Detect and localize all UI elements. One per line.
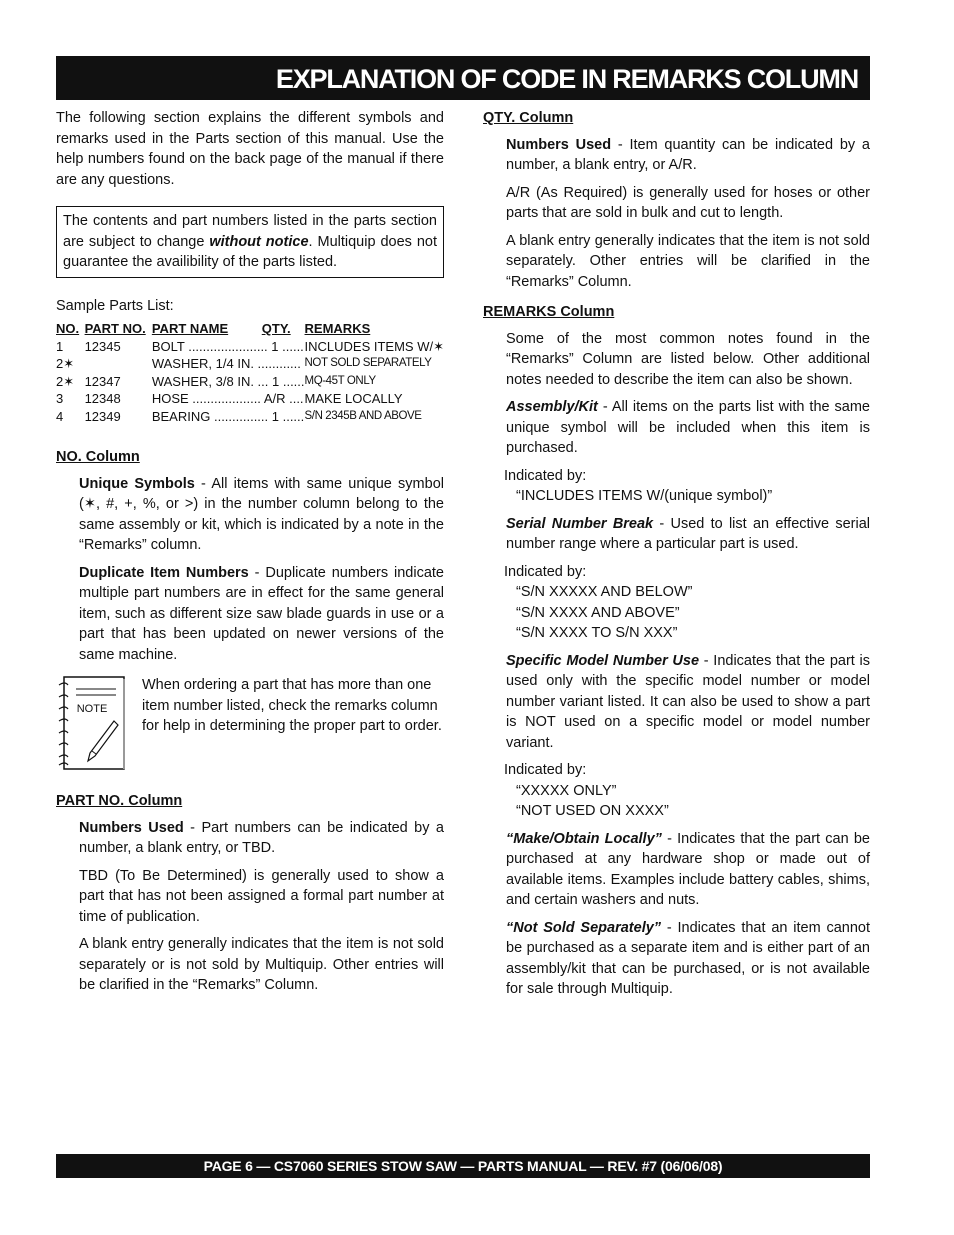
qty-blank-entry-paragraph: A blank entry generally indicates that the item is not sold separately. Other entries will be clarified in the “Remarks” Column. <box>506 232 870 290</box>
sample-parts-table <box>56 320 444 425</box>
cell-no: 1 <box>56 338 64 354</box>
cell-remarks: MAKE LOCALLY <box>304 391 403 406</box>
cell-remarks: S/N 2345B AND ABOVE <box>304 409 422 422</box>
cell-name-qty: WASHER, 3/8 IN. ... 1 ...... <box>151 373 305 389</box>
unique-symbols-text: - All items with same unique symbol (✶, #, +, %, or >) in the number column belong to the same assembly or kit, which is indicated by a note in the “Remarks” column. <box>79 475 444 553</box>
not-sold-separately-text: - Indicates that an item cannot be purchased as a separate item and is either part of an assembly/kit that can be purchased, or is not available for sale through Multiquip. <box>506 919 871 997</box>
cell-remarks: NOT SOLD SEPARATELY <box>304 357 432 369</box>
cell-name-qty: WASHER, 1/4 IN. ............ <box>151 356 301 371</box>
cell-name-qty: BEARING ............... 1 ...... <box>151 408 305 424</box>
part-no-column-heading: PART NO. Column <box>56 793 183 809</box>
header-no: NO. <box>56 321 80 336</box>
indicated-by-label: Indicated by: <box>504 563 587 580</box>
duplicate-numbers-label: Duplicate Item Numbers <box>79 564 249 581</box>
unique-symbols-label: Unique Symbols <box>79 475 195 492</box>
serial-break-text: - Used to list an effective serial number range where a particular part is used. <box>506 515 870 552</box>
cell-part-no: 12345 <box>84 338 121 354</box>
table-row <box>56 408 444 426</box>
serial-indicated-by <box>483 562 870 644</box>
cell-no: 4 <box>56 408 64 424</box>
right-column <box>483 108 870 1007</box>
table-row <box>56 338 444 356</box>
sample-parts-label: Sample Parts List: <box>56 297 174 314</box>
cell-no: 3 <box>56 391 64 406</box>
cell-part-no: 12349 <box>84 408 121 424</box>
duplicate-numbers-text: - Duplicate numbers indicate multiple part numbers are in effect for the same general item, such as different size saw blade guards in use or a part that has been updated on newer versions of the same machine. <box>79 564 444 663</box>
cell-remarks: INCLUDES ITEMS W/✶ <box>304 338 444 354</box>
left-column <box>56 108 444 1003</box>
table-row <box>56 390 444 408</box>
cell-name-qty: HOSE ................... A/R .... <box>151 391 304 406</box>
qty-numbers-used-label: Numbers Used <box>506 136 612 153</box>
not-sold-separately-paragraph <box>506 918 870 1000</box>
model-number-paragraph <box>506 651 870 754</box>
indicated-value: “S/N XXXX AND ABOVE” <box>516 604 680 621</box>
model-number-label: Specific Model Number Use <box>506 652 700 669</box>
header-part-no: PART NO. <box>84 321 146 336</box>
indicated-value: “S/N XXXXX AND BELOW” <box>516 584 693 600</box>
make-locally-label: “Make/Obtain Locally” <box>506 830 662 847</box>
cell-name-qty: BOLT ...................... 1 ...... <box>151 338 304 354</box>
qty-numbers-used-paragraph <box>506 135 870 176</box>
note-text: When ordering a part that has more than one item number listed, check the remarks column for help in determining the proper part to order. <box>142 677 442 734</box>
part-numbers-used-text: - Part numbers can be indicated by a number, a blank entry, or TBD. <box>79 819 444 856</box>
header-part-name: PART NAME <box>151 321 229 336</box>
model-indicated-by <box>483 760 870 822</box>
intro-paragraph: The following section explains the different symbols and remarks used in the Parts section of this manual. Use the help numbers found on the back page of the manual if there are any questions. <box>56 110 444 188</box>
indicated-value: “XXXXX ONLY” <box>516 782 617 799</box>
remarks-column-heading: REMARKS Column <box>483 304 615 320</box>
part-numbers-used-label: Numbers Used <box>79 819 184 836</box>
qty-column-heading: QTY. Column <box>483 110 574 126</box>
remarks-intro-paragraph: Some of the most common notes found in the “Remarks” Column are listed below. Other additional notes needed to describe the item can also be shown. <box>506 330 870 388</box>
cell-no: 2✶ <box>56 356 75 371</box>
assembly-kit-paragraph <box>506 397 870 459</box>
part-numbers-used-paragraph <box>79 818 444 859</box>
cell-remarks: MQ-45T ONLY <box>304 374 376 387</box>
header-qty: QTY. <box>261 321 291 336</box>
no-column-heading: NO. Column <box>56 449 140 465</box>
cell-no: 2✶ <box>56 373 75 389</box>
unique-symbols-paragraph <box>79 474 444 556</box>
cell-part-no: 12348 <box>84 391 121 406</box>
assembly-indicated-by <box>483 466 870 507</box>
assembly-kit-label: Assembly/Kit <box>506 399 598 415</box>
make-locally-text: - Indicates that the part can be purchased at any hardware shop or made out of available items. Examples include battery cables, shims, and certain washers and nuts. <box>506 830 870 908</box>
tbd-paragraph: TBD (To Be Determined) is generally used to show a part that has not been assigned a formal part number at time of publication. <box>79 867 444 925</box>
indicated-value: “NOT USED ON XXXX” <box>516 803 669 819</box>
page-footer: PAGE 6 — CS7060 SERIES STOW SAW — PARTS MANUAL — REV. #7 (06/06/08) <box>56 1154 870 1178</box>
indicated-value: “S/N XXXX TO S/N XXX” <box>516 625 678 641</box>
notice-text-before: The contents and part numbers listed in the parts section are subject to change <box>63 213 437 250</box>
cell-part-no: 12347 <box>84 373 121 389</box>
assembly-kit-text: - All items on the parts list with the same unique symbol will be included when this item is purchased. <box>506 399 870 456</box>
duplicate-numbers-paragraph <box>79 563 444 666</box>
serial-break-label: Serial Number Break <box>506 515 654 532</box>
make-locally-paragraph <box>506 829 870 911</box>
notice-box <box>56 206 444 278</box>
indicated-value: “INCLUDES ITEMS W/(unique symbol)” <box>516 488 773 504</box>
table-row <box>56 355 444 373</box>
qty-numbers-used-text: - Item quantity can be indicated by a number, a blank entry, or A/R. <box>506 136 870 173</box>
cell-part-no <box>85 355 152 373</box>
note-icon-label: NOTE <box>76 703 108 715</box>
indicated-by-label: Indicated by: <box>504 762 587 778</box>
not-sold-separately-label: “Not Sold Separately” <box>506 919 662 936</box>
note-callout <box>56 675 444 771</box>
model-number-text: - Indicates that the part is used only with the specific model number or model number variant listed. It can also be used to show a part is NOT used on a specific model or model number variant. <box>506 652 870 751</box>
table-row <box>56 373 444 391</box>
serial-break-paragraph <box>506 514 870 555</box>
note-notepad-icon <box>56 675 130 771</box>
ar-paragraph: A/R (As Required) is generally used for hoses or other parts that are sold in bulk and cut to length. <box>506 184 870 221</box>
indicated-by-label: Indicated by: <box>504 467 587 484</box>
notice-text-after: . Multiquip does not guarantee the availibility of the parts listed. <box>63 233 437 270</box>
table-header-row <box>56 320 444 338</box>
header-remarks: REMARKS <box>304 321 371 336</box>
part-blank-entry-paragraph: A blank entry generally indicates that the item is not sold separately or is not sold by Multiquip. Other entries will be clarified in the “Remarks” Column. <box>79 936 444 993</box>
page-title: EXPLANATION OF CODE IN REMARKS COLUMN <box>56 56 870 100</box>
notice-emphasis: without notice <box>209 233 309 250</box>
